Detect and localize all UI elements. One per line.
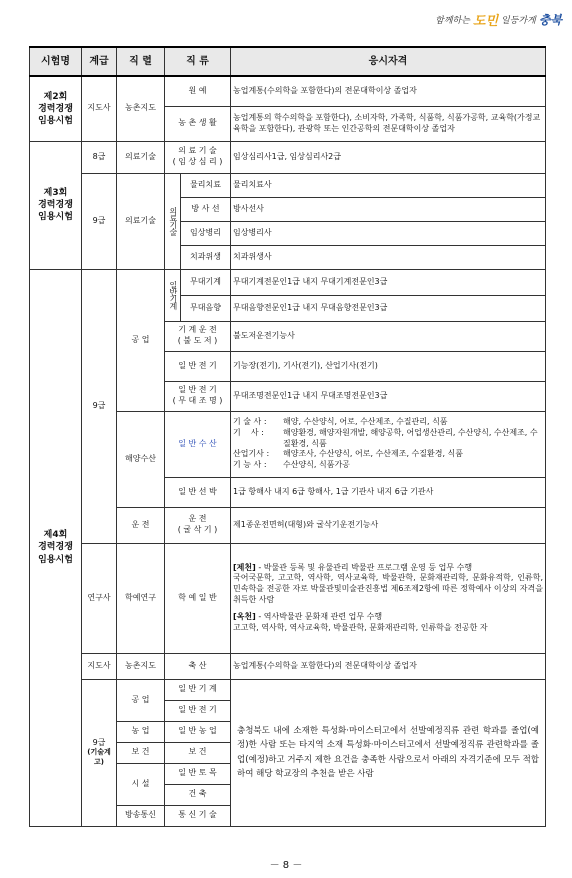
table-row xyxy=(30,653,546,679)
type-cell: 일 반 기 계 xyxy=(165,679,231,700)
type-cell: 통 신 기 술 xyxy=(165,805,231,826)
series-cell: 공 업 xyxy=(117,269,165,411)
exam-name: 제4회 경력경쟁 임용시험 xyxy=(30,269,82,826)
type-group-cell xyxy=(165,173,181,269)
qual-cell: 물리치료사 xyxy=(231,173,546,197)
table-row xyxy=(30,173,546,197)
type-cell: 건 축 xyxy=(165,784,231,805)
type-cell: 축 산 xyxy=(165,653,231,679)
series-cell: 농촌지도 xyxy=(117,76,165,141)
type-cell: 일 반 전 기 xyxy=(165,351,231,381)
tech-grade: 9급 xyxy=(92,737,106,747)
research-paragraph-2b: 고고학, 역사학, 역사교육학, 박물관학, 문화재관리학, 인류학을 전공한 자 xyxy=(233,622,488,632)
chungbuk-logo xyxy=(435,6,562,32)
series-cell: 농촌지도 xyxy=(117,653,165,679)
type-cell: 일 반 선 박 xyxy=(165,477,231,507)
grade-cell: 지도사 xyxy=(82,653,117,679)
research-text-1: - 박물관 등록 및 유물관리 박물관 프로그램 운영 등 업무 수행 xyxy=(255,562,473,572)
qual-cell: 무대기계전문인1급 내지 무대기계전문인3급 xyxy=(231,269,546,295)
type-group-label: 의료기술 xyxy=(168,207,178,235)
header-row xyxy=(30,47,546,76)
qual-key: 산업기사 : xyxy=(233,449,270,459)
type-cell: 의 료 기 술 ( 임 상 심 리 ) xyxy=(165,141,231,173)
qual-key: 기 술 사 : xyxy=(233,417,267,426)
table-row xyxy=(30,76,546,106)
qual-value: 수산양식, 식품가공 xyxy=(283,460,350,470)
series-cell: 해양수산 xyxy=(117,411,165,507)
type-cell: 농 촌 생 활 xyxy=(165,106,231,141)
qual-key: 기 사 : xyxy=(233,427,264,437)
research-paragraph-1b: 국어국문학, 고고학, 역사학, 역사교육학, 박물관학, 문화재관리학, 문화유적학, 인류학, 민속학을 전공한 자로 박물관및미술관진흥법 제6조제2항에 따른 정학예사 이상의 자격을 취득한 사람 xyxy=(233,573,543,604)
qual-cell: 치과위생사 xyxy=(231,245,546,269)
table-row xyxy=(30,543,546,653)
type-group-cell xyxy=(165,269,181,321)
type-cell: 임상병리 xyxy=(181,221,231,245)
research-tag-2: [옥천] xyxy=(233,611,256,621)
qual-cell: 무대음향전문인1급 내지 무대음향전문인3급 xyxy=(231,295,546,321)
qual-cell: 1급 항해사 내지 6급 항해사, 1급 기관사 내지 6급 기관사 xyxy=(231,477,546,507)
type-cell: 학 예 일 반 xyxy=(165,543,231,653)
header-qualification: 응시자격 xyxy=(231,47,546,76)
type-cell: 일 반 농 업 xyxy=(165,721,231,742)
research-paragraph-2 xyxy=(233,612,543,623)
qual-cell: 임상심리사1급, 임상심리사2급 xyxy=(231,141,546,173)
qual-value: 해양환경, 해양자원개발, 해양공학, 어업생산관리, 수산양식, 수산제조, 수질환경, 식품 xyxy=(283,427,538,448)
series-cell: 의료기술 xyxy=(117,173,165,269)
type-cell: 일 반 전 기 ( 무 대 조 명 ) xyxy=(165,381,231,411)
suhsan-qual-list xyxy=(233,417,543,471)
exam-name: 제3회 경력경쟁 임용시험 xyxy=(30,141,82,269)
grade-cell: 9급 xyxy=(82,173,117,269)
type-cell: 일 반 전 기 xyxy=(165,700,231,721)
qual-cell: 무대조명전문인1급 내지 무대조명전문인3급 xyxy=(231,381,546,411)
qual-key: 기 능 사 : xyxy=(233,460,267,470)
type-cell: 보 건 xyxy=(165,742,231,763)
qual-cell: 방사선사 xyxy=(231,197,546,221)
type-cell: 일 반 수 산 xyxy=(165,411,231,477)
header-type: 직 류 xyxy=(165,47,231,76)
logo-word-1: 함께하는 xyxy=(435,15,470,26)
series-cell: 공 업 xyxy=(117,679,165,721)
page-number: － 8 － xyxy=(269,860,303,871)
series-cell: 운 전 xyxy=(117,507,165,543)
type-cell: 일 반 토 목 xyxy=(165,763,231,784)
qual-cell: 기능장(전기), 기사(전기), 산업기사(전기) xyxy=(231,351,546,381)
qual-cell xyxy=(231,411,546,477)
series-cell: 보 건 xyxy=(117,742,165,763)
logo-word-4: 충북 xyxy=(538,12,562,27)
type-cell: 운 전 ( 굴 삭 기 ) xyxy=(165,507,231,543)
qual-cell: 농업계통(수의학을 포함한다)의 전문대학이상 졸업자 xyxy=(231,76,546,106)
qual-value: 해양조사, 수산양식, 어로, 수산제조, 수질환경, 식품 xyxy=(283,449,463,459)
series-cell: 방송통신 xyxy=(117,805,165,826)
grade-cell xyxy=(82,679,117,826)
logo-word-3: 일등가게 xyxy=(501,15,536,26)
grade-cell: 지도사 xyxy=(82,76,117,141)
qual-cell xyxy=(231,543,546,653)
series-cell: 학예연구 xyxy=(117,543,165,653)
qual-cell: 농업계통의 학수의학을 포함한다), 소비자학, 가족학, 식품학, 식품가공학, 교육학(가정교육학을 포함한다), 관광학 또는 인간공학의 전문대학이상 졸업자 xyxy=(231,106,546,141)
series-cell: 농 업 xyxy=(117,721,165,742)
qual-cell: 농업계통(수의학을 포함한다)의 전문대학이상 졸업자 xyxy=(231,653,546,679)
type-cell: 기 계 운 전 ( 불 도 저 ) xyxy=(165,321,231,351)
header-grade: 계급 xyxy=(82,47,117,76)
type-cell: 물리치료 xyxy=(181,173,231,197)
grade-cell: 9급 xyxy=(82,269,117,543)
grade-cell: 연구사 xyxy=(82,543,117,653)
series-cell: 시 설 xyxy=(117,763,165,805)
header-exam: 시험명 xyxy=(30,47,82,76)
type-cell: 방 사 선 xyxy=(181,197,231,221)
qual-cell: 불도저운전기능사 xyxy=(231,321,546,351)
type-cell: 무대기계 xyxy=(181,269,231,295)
research-tag-1: [제천] xyxy=(233,562,256,572)
tech-grade-sub: (기술계고) xyxy=(87,748,111,766)
exam-name: 제2회 경력경쟁 임용시험 xyxy=(30,76,82,141)
research-paragraph-1 xyxy=(233,563,543,574)
table-row xyxy=(30,679,546,700)
type-group-label: 일반기계 xyxy=(168,281,178,309)
type-cell: 원 예 xyxy=(165,76,231,106)
series-cell: 의료기술 xyxy=(117,141,165,173)
research-text-2: - 역사박물관 문화재 관련 업무 수행 xyxy=(255,611,383,621)
logo-word-2: 도민 xyxy=(472,13,499,29)
qual-cell: 임상병리사 xyxy=(231,221,546,245)
table-row xyxy=(30,269,546,295)
grade-cell: 8급 xyxy=(82,141,117,173)
type-cell: 치과위생 xyxy=(181,245,231,269)
header-series: 직 렬 xyxy=(117,47,165,76)
qualification-table xyxy=(29,46,546,827)
qual-cell: 제1종운전면허(대형)와 굴삭기운전기능사 xyxy=(231,507,546,543)
type-cell: 무대음향 xyxy=(181,295,231,321)
tech-qual-cell: 충청북도 내에 소재한 특성화·마이스터고에서 선발예정직류 관련 학과를 졸업(예정)한 사람 또는 타지역 소재 특성화·마이스터고에서 선발예정직류 관련학과를 졸업(예정)하고 거주지 제한 요건을 충족한 사람으로서 아래의 자격기준에 모두 적합하여 해당 학교장의 추천을 받은 사람 xyxy=(231,679,546,826)
table-row xyxy=(30,141,546,173)
qual-value: 해양, 수산양식, 어로, 수산제조, 수질관리, 식품 xyxy=(283,417,448,426)
